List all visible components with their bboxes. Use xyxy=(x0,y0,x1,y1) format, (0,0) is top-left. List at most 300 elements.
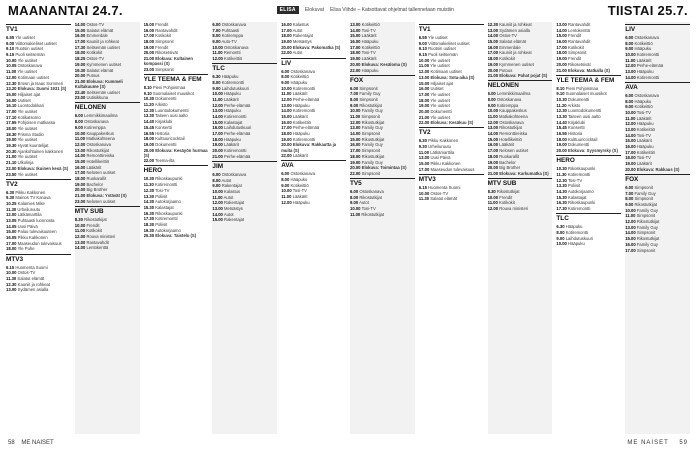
program-time: 15.00 xyxy=(281,114,292,120)
program-title: Rakentajat xyxy=(224,217,245,223)
program-time: 20.00 xyxy=(281,142,292,148)
program-title: Remonttireiska xyxy=(499,131,528,137)
program-entry xyxy=(75,153,140,158)
program-entry xyxy=(144,85,209,90)
program-entry xyxy=(281,188,346,193)
program-time: 9.00 xyxy=(212,85,221,91)
program-time: 11.00 xyxy=(418,149,430,155)
program-title: Hääpuku xyxy=(224,136,241,142)
program-title: Lääkärit xyxy=(292,153,308,159)
program-title: Kauniit ja rohkeat xyxy=(499,50,532,56)
program-entry xyxy=(625,213,690,218)
program-time: 9.00 xyxy=(350,102,359,108)
program-title: Salatut elämät xyxy=(86,27,114,33)
program-entry xyxy=(281,69,346,74)
program-time: 22.00 xyxy=(350,67,361,73)
program-title: Simpsonit xyxy=(361,170,381,176)
program-time: 15.00 xyxy=(74,27,86,33)
program-time: 17.00 xyxy=(281,125,292,131)
program-title: Pohjoisen matkassa xyxy=(17,120,56,126)
program-entry xyxy=(419,75,484,80)
program-title: Nelosen uutiset xyxy=(86,170,116,176)
program-time: 13.00 xyxy=(6,287,17,293)
program-time: 7.00 xyxy=(212,27,221,33)
program-time: 17.00 xyxy=(281,27,292,33)
program-entry xyxy=(144,199,209,204)
channel-heading: FOX xyxy=(625,174,690,184)
program-title: Kirjaklubi xyxy=(568,119,586,125)
program-entry xyxy=(350,171,415,176)
program-time: 18.00 xyxy=(281,33,292,39)
program-entry xyxy=(419,185,484,190)
program-time: 8.00 xyxy=(350,194,359,200)
program-time: 12.30 xyxy=(487,22,499,27)
program-entry xyxy=(281,39,346,44)
program-entry xyxy=(350,91,415,96)
program-title: Kotiremontti xyxy=(567,171,591,177)
program-time: 16.30 xyxy=(556,200,567,206)
program-title: Ostos-TV xyxy=(17,270,36,276)
program-title: Elokuva: Suomi 1931 (S) xyxy=(17,86,67,92)
program-entry xyxy=(625,75,690,80)
program-entry xyxy=(625,41,690,46)
program-entry xyxy=(75,182,140,187)
program-title: Kotiremontti xyxy=(292,85,316,91)
program-entry xyxy=(6,109,71,114)
program-title: Hääpuku xyxy=(636,144,654,150)
program-time: 9.10 xyxy=(6,46,15,52)
program-entry xyxy=(144,194,209,199)
channel-heading: NELONEN xyxy=(75,102,140,112)
program-entry xyxy=(212,183,277,188)
program-time: 17.00 xyxy=(143,33,155,39)
program-title: Frendit xyxy=(499,194,513,200)
program-title: Simpsonit xyxy=(634,196,653,202)
program-time: 8.00 xyxy=(625,40,634,46)
program-entry xyxy=(212,125,277,130)
program-entry xyxy=(556,183,621,188)
program-entry xyxy=(6,143,71,148)
program-time: 11.00 xyxy=(212,96,223,102)
program-entry xyxy=(212,74,277,79)
program-title: Frendit xyxy=(155,44,169,50)
listing-column xyxy=(212,22,277,434)
program-time: 15.00 xyxy=(487,39,499,45)
program-entry xyxy=(75,245,140,250)
program-title: Kotikeittiö xyxy=(290,74,309,80)
program-title: Poliisit xyxy=(155,221,168,227)
program-time: 18.00 xyxy=(6,126,17,131)
program-time: 6.55 xyxy=(6,35,15,40)
program-title: Elokuva: Kesäloma (S) xyxy=(361,61,407,67)
program-time: 13.00 xyxy=(350,22,361,27)
program-entry xyxy=(6,58,71,63)
program-time: 10.00 xyxy=(281,85,292,91)
program-title: Kotimaan uutiset xyxy=(430,69,462,75)
program-entry xyxy=(625,155,690,160)
program-entry xyxy=(488,165,553,170)
program-title: Elokuva: Pakomatka (S) xyxy=(292,44,341,50)
program-time: 16.00 xyxy=(143,27,155,33)
program-time: 18.30 xyxy=(143,221,155,227)
program-title: Ostoskanava xyxy=(224,44,249,50)
program-title: Kotikeittiö xyxy=(634,40,653,46)
program-time: 18.00 xyxy=(74,176,86,181)
program-title: Lääkärit xyxy=(361,56,377,62)
program-title: Pikku Kakkonen xyxy=(428,138,459,144)
program-title: Hääpuku xyxy=(290,177,308,183)
program-entry xyxy=(212,114,277,119)
program-time: 19.00 xyxy=(418,103,430,109)
program-entry xyxy=(419,196,484,201)
program-time: 15.00 xyxy=(487,136,499,142)
program-title: Kotikeittiö xyxy=(634,104,653,110)
program-title: Lääkärit xyxy=(636,138,652,144)
program-entry xyxy=(212,120,277,125)
program-time: 9.00 xyxy=(281,79,290,85)
program-entry xyxy=(281,114,346,119)
program-time: 13.00 xyxy=(418,155,430,161)
program-time: 22.40 xyxy=(74,89,86,95)
program-time: 6.30 xyxy=(6,189,15,195)
program-time: 10.00 xyxy=(6,57,17,63)
program-title: Hiljaiset ajat xyxy=(430,80,454,86)
program-title: Family Guy xyxy=(636,241,659,247)
program-entry xyxy=(625,46,690,51)
program-time: 17.00 xyxy=(212,131,223,137)
program-time: 22.00 xyxy=(143,158,155,164)
program-title: Family Guy xyxy=(361,108,383,114)
program-title: Ostos-TV xyxy=(86,56,105,62)
program-title: Emmerdale xyxy=(499,44,521,50)
program-time: 14.00 xyxy=(281,108,292,114)
program-time: 20.00 xyxy=(556,61,567,67)
channel-heading: AVA xyxy=(625,82,690,92)
program-time: 17.00 xyxy=(74,39,86,45)
program-time: 14.00 xyxy=(212,211,223,217)
program-entry xyxy=(75,228,140,233)
program-entry xyxy=(281,45,346,50)
program-entry xyxy=(6,52,71,57)
program-entry xyxy=(556,206,621,211)
program-title: Poliisit xyxy=(568,183,581,189)
program-entry xyxy=(6,241,71,246)
program-title: Ostoskanava xyxy=(359,189,384,194)
program-time: 11.00 xyxy=(74,136,86,142)
program-time: 11.00 xyxy=(625,57,636,63)
program-title: Kirjaklubi xyxy=(155,119,173,125)
program-entry xyxy=(488,125,553,130)
program-entry xyxy=(625,93,690,98)
program-entry xyxy=(625,191,690,196)
program-entry xyxy=(488,28,553,33)
program-time: 19.00 xyxy=(6,137,17,143)
program-time: 13.00 xyxy=(487,27,499,33)
program-time: 16.10 xyxy=(6,103,17,109)
program-entry xyxy=(556,39,621,44)
program-time: 18.00 xyxy=(6,246,17,252)
program-title: Lääkärit xyxy=(223,96,239,102)
channel-heading: TV2 xyxy=(6,179,71,189)
program-time: 11.00 xyxy=(212,50,223,56)
program-time: 19.00 xyxy=(556,142,567,148)
program-entry xyxy=(6,172,71,177)
program-title: Ostoskanava xyxy=(86,141,111,147)
program-time: 13.00 xyxy=(281,102,292,108)
program-time: 6.30 xyxy=(418,138,427,144)
program-entry xyxy=(6,98,71,103)
program-title: Suomalaiset muusikot xyxy=(565,91,607,97)
program-title: Elokuva: Matkalla (S) xyxy=(568,67,610,73)
program-time: 8.00 xyxy=(74,119,83,125)
program-time: 19.00 xyxy=(487,61,499,67)
program-time: 10.25 xyxy=(6,200,17,206)
program-entry xyxy=(556,50,621,55)
program-entry xyxy=(6,154,71,159)
program-time: 15.00 xyxy=(6,91,17,97)
program-entry xyxy=(144,96,209,101)
program-title: Paluu tulevaisuuteen xyxy=(17,229,57,235)
program-title: Ostoskanava xyxy=(290,171,315,177)
program-time: 22.00 xyxy=(350,170,361,176)
program-title: Pikku Kakkonen xyxy=(15,189,46,195)
program-entry xyxy=(556,86,621,91)
program-time: 12.30 xyxy=(6,80,17,86)
program-time: 12.00 xyxy=(487,206,499,212)
program-time: 8.00 xyxy=(625,98,634,104)
channel-heading: TV1 xyxy=(6,24,71,34)
program-title: Hääpuku xyxy=(636,121,654,127)
program-time: 12.30 xyxy=(143,107,155,113)
program-entry xyxy=(625,167,690,172)
program-entry xyxy=(212,217,277,222)
program-time: 15.00 xyxy=(418,80,430,86)
program-entry xyxy=(556,166,621,171)
program-entry xyxy=(75,165,140,170)
program-title: Simpsonit xyxy=(634,184,653,190)
program-entry xyxy=(350,28,415,33)
program-entry xyxy=(350,212,415,217)
program-time: 16.00 xyxy=(74,164,86,170)
program-time: 21.00 xyxy=(74,78,86,84)
program-time: 12.00 xyxy=(281,199,292,205)
program-entry xyxy=(144,108,209,113)
program-entry xyxy=(281,200,346,205)
program-title: Kotimaan uutiset xyxy=(17,74,49,80)
program-title: Ruokarallit xyxy=(86,176,107,181)
program-title: Simpsonit xyxy=(155,39,174,45)
program-title: Hotellikeittiö xyxy=(86,158,110,164)
program-entry xyxy=(75,22,140,27)
program-title: Rantavahdit xyxy=(568,39,591,45)
program-entry xyxy=(144,56,209,66)
program-title: Hääpuku xyxy=(221,74,239,80)
program-entry xyxy=(488,195,553,200)
program-title: Laihdutuskuuri xyxy=(565,235,593,241)
program-time: 17.10 xyxy=(6,114,17,120)
program-title: Autokorjaamo xyxy=(155,227,181,233)
program-title: Lääkärit xyxy=(224,142,239,148)
program-title: Lääkärit xyxy=(86,164,102,170)
program-title: Dokumentti xyxy=(568,142,590,148)
program-time: 8.00 xyxy=(625,196,634,202)
program-time: 8.10 xyxy=(143,85,152,90)
program-time: 21.00 xyxy=(143,56,155,62)
program-time: 13.30 xyxy=(143,113,155,119)
program-title: Kotiremontti xyxy=(155,216,178,222)
program-title: Autokorjaamo xyxy=(155,199,181,205)
program-time: 12.00 xyxy=(212,200,223,206)
program-entry xyxy=(212,212,277,217)
program-entry xyxy=(6,224,71,229)
program-title: Kotikeittiö xyxy=(361,22,380,27)
program-entry xyxy=(488,148,553,153)
program-entry xyxy=(556,125,621,130)
program-title: Auto-TV xyxy=(221,39,237,45)
program-title: Uusi Päivä xyxy=(430,155,451,161)
program-time: 14.30 xyxy=(556,189,567,194)
channel-heading: TLC xyxy=(556,213,621,223)
program-entry xyxy=(75,113,140,118)
program-entry xyxy=(625,219,690,224)
program-title: Kotikokit xyxy=(155,33,172,39)
program-entry xyxy=(75,142,140,147)
program-time: 15.00 xyxy=(143,22,155,27)
program-title: Perhe-elämää xyxy=(224,102,251,108)
program-entry xyxy=(625,150,690,155)
program-title: Kotiremppa xyxy=(496,102,519,108)
program-time: 20.00 xyxy=(350,61,361,67)
channel-heading: MTV SUB xyxy=(75,206,140,216)
program-entry xyxy=(212,142,277,147)
program-title: Rakentajat xyxy=(221,183,242,189)
program-title: Kotikokit xyxy=(568,44,584,50)
program-entry xyxy=(212,45,277,50)
program-entry xyxy=(212,80,277,85)
program-title: Rikostutkijat xyxy=(86,147,110,153)
program-time: 14.40 xyxy=(556,119,567,125)
program-title: Kotiremppa xyxy=(84,124,106,130)
program-time: 6.55 xyxy=(418,35,427,40)
program-entry xyxy=(350,142,415,147)
right-magazine-name: ME NAISET xyxy=(627,440,669,446)
program-title: Kulttuuricocktail xyxy=(568,136,598,142)
program-time: 8.00 xyxy=(487,96,496,102)
program-title: Simpsonit xyxy=(636,230,656,236)
program-entry xyxy=(419,144,484,149)
program-title: Hääpuku xyxy=(224,108,241,114)
program-entry xyxy=(556,200,621,205)
program-entry xyxy=(350,189,415,194)
program-time: 14.00 xyxy=(212,114,223,120)
program-entry xyxy=(75,199,140,204)
program-entry xyxy=(419,86,484,91)
program-time: 13.00 xyxy=(74,239,86,245)
program-title: Elokuva: Karkumatka (S) xyxy=(499,170,549,176)
program-title: Nelosen uutiset xyxy=(86,198,116,204)
program-title: Rikosetsivät xyxy=(155,50,178,56)
promo-strip xyxy=(277,6,454,14)
program-entry xyxy=(281,86,346,91)
program-time: 13.00 xyxy=(212,108,223,114)
program-title: Kalastajat xyxy=(155,204,174,210)
program-title: Metsästys xyxy=(224,206,243,212)
program-time: 10.00 xyxy=(212,189,223,194)
program-entry xyxy=(212,103,277,108)
program-title: Hääpuku xyxy=(361,67,379,73)
program-title: Hääpuku xyxy=(636,69,654,75)
program-time: 6.00 xyxy=(350,85,359,91)
program-entry xyxy=(556,142,621,147)
program-title: Konsertti xyxy=(155,124,172,130)
program-time: 9.30 xyxy=(418,144,427,150)
program-title: Elokuva: Toimintaa (S) xyxy=(361,165,407,171)
program-entry xyxy=(6,282,71,287)
program-time: 9.00 xyxy=(487,102,496,108)
program-time: 19.30 xyxy=(6,143,17,149)
program-title: Dokumentti xyxy=(568,96,590,102)
program-time: 10.00 xyxy=(212,44,223,50)
program-title: Prisma Studio xyxy=(17,131,44,137)
channel-heading: HERO xyxy=(144,165,209,175)
program-entry xyxy=(6,190,71,195)
program-title: Lääkärit xyxy=(499,142,515,148)
program-entry xyxy=(75,240,140,245)
program-entry xyxy=(625,121,690,126)
program-time: 12.30 xyxy=(556,108,567,114)
program-entry xyxy=(75,73,140,78)
program-title: Autokorjaamo xyxy=(567,189,594,194)
program-time: 11.00 xyxy=(625,213,636,219)
program-entry xyxy=(625,110,690,115)
program-title: Yle uutiset xyxy=(17,171,38,177)
program-entry xyxy=(212,22,277,27)
program-time: 11.30 xyxy=(6,275,17,281)
program-entry xyxy=(625,161,690,166)
program-entry xyxy=(488,120,553,125)
program-time: 6.00 xyxy=(350,189,359,194)
program-title: Bachelor xyxy=(86,181,103,187)
program-title: Kauppakeskus xyxy=(499,108,527,114)
program-time: 16.00 xyxy=(350,39,361,45)
program-time: 9.10 xyxy=(556,91,565,97)
program-title: Salatut elämät xyxy=(86,67,114,73)
program-time: 16.00 xyxy=(487,44,499,50)
program-entry xyxy=(488,171,553,176)
program-time: 15.00 xyxy=(350,33,361,39)
channel-heading: TLC xyxy=(212,63,277,73)
program-time: 9.00 xyxy=(625,104,634,110)
program-time: 13.30 xyxy=(556,183,567,189)
program-title: Puhtaasti xyxy=(221,27,240,33)
program-title: Kalastus xyxy=(224,189,241,194)
program-time: 9.10 xyxy=(418,46,427,52)
program-title: Kotikokit xyxy=(499,56,516,62)
program-title: Hääpuku xyxy=(292,131,310,137)
program-title: Hääpuku xyxy=(292,199,310,205)
program-title: Rikostutkijat xyxy=(361,136,385,142)
program-title: Yle Puhe xyxy=(17,246,35,252)
program-time: 18.00 xyxy=(556,50,567,56)
program-title: Rantavahdit xyxy=(155,27,178,33)
program-entry xyxy=(6,229,71,234)
listing-column xyxy=(144,22,209,434)
program-time: 16.55 xyxy=(556,131,567,137)
program-title: Lääkärit xyxy=(361,33,377,39)
program-title: Family Guy xyxy=(636,207,659,213)
program-title: Rikostutkijat xyxy=(361,119,385,125)
program-time: 16.00 xyxy=(212,125,223,131)
